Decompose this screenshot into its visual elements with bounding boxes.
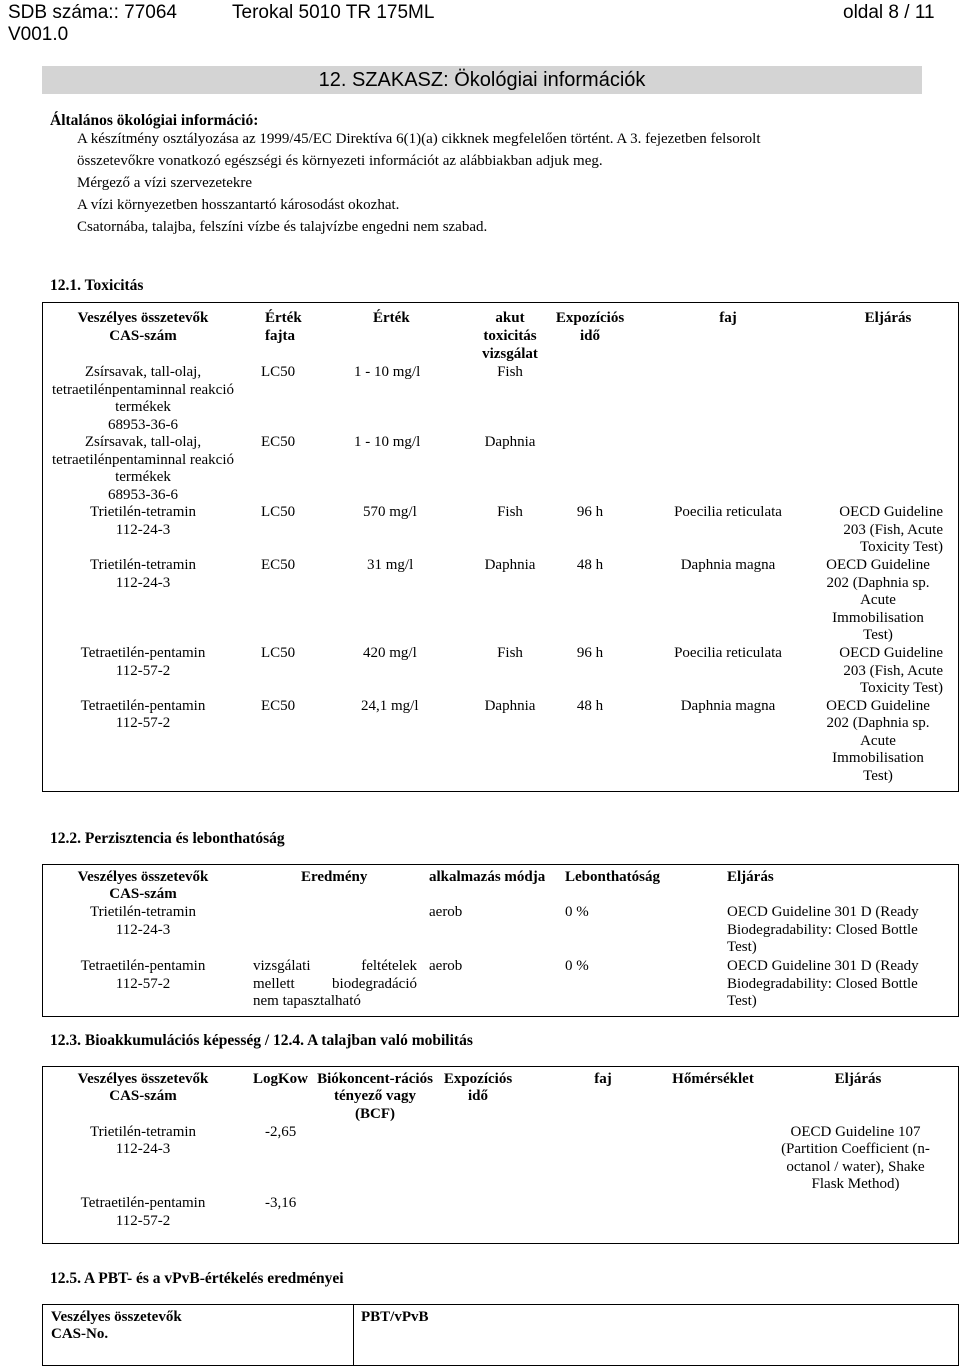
component-name: Tetraetilén-pentamin bbox=[80, 645, 206, 661]
toxicity-title: 12.1. Toxicitás bbox=[50, 277, 144, 294]
page-number: oldal 8 / 11 bbox=[843, 2, 935, 23]
general-line: Mérgező a vízi szervezetekre bbox=[77, 175, 253, 191]
col-method: Eljárás bbox=[864, 310, 912, 326]
value: 420 mg/l bbox=[363, 645, 417, 661]
method: Biodegradability: Closed Bottle bbox=[727, 922, 918, 938]
bioaccumulation-table bbox=[42, 1066, 959, 1244]
degradability: 0 % bbox=[565, 904, 589, 920]
col-exposure: Expozíciós bbox=[555, 310, 625, 326]
pbt-title: 12.5. A PBT- és a vPvB-értékelés eredményei bbox=[50, 1270, 344, 1287]
col-exposure: idő bbox=[467, 1088, 488, 1104]
col-cas: CAS-szám bbox=[109, 328, 177, 344]
col-cas: CAS-No. bbox=[51, 1326, 109, 1342]
result: mellett bbox=[253, 976, 295, 992]
method: Test) bbox=[727, 993, 757, 1009]
method: 203 (Fish, Acute bbox=[843, 663, 943, 679]
col-species: faj bbox=[719, 310, 737, 326]
method: Biodegradability: Closed Bottle bbox=[727, 976, 918, 992]
cas-number: 112-57-2 bbox=[115, 715, 171, 731]
method: OECD Guideline bbox=[839, 504, 943, 520]
cas-number: 112-57-2 bbox=[115, 976, 171, 992]
result: vizsgálati bbox=[253, 958, 311, 974]
col-temperature: Hőmérséklet bbox=[672, 1071, 754, 1087]
sdb-number: SDB száma:: 77064 bbox=[8, 2, 177, 23]
method: (Partition Coefficient (n- bbox=[781, 1141, 930, 1157]
method: Flask Method) bbox=[811, 1176, 900, 1192]
toxicity-table bbox=[42, 302, 959, 792]
col-acute: akut bbox=[495, 310, 525, 326]
component-name: Trietilén-tetramin bbox=[89, 557, 197, 573]
application: aerob bbox=[429, 958, 463, 974]
col-bcf: (BCF) bbox=[355, 1106, 395, 1122]
method: Test) bbox=[863, 627, 893, 643]
col-result: Eredmény bbox=[301, 869, 368, 885]
col-exposure: idő bbox=[579, 328, 600, 344]
method: 202 (Daphnia sp. bbox=[826, 715, 930, 731]
value-type: LC50 bbox=[261, 645, 296, 661]
value: 1 - 10 mg/l bbox=[354, 434, 421, 450]
component-name: Zsírsavak, tall-olaj, bbox=[84, 364, 202, 380]
value-type: LC50 bbox=[261, 504, 296, 520]
col-component: Veszélyes összetevők bbox=[77, 1071, 209, 1087]
col-component: Veszélyes összetevők bbox=[51, 1309, 182, 1325]
persistence-table bbox=[42, 864, 959, 1017]
value-type: EC50 bbox=[261, 698, 296, 714]
col-acute: vizsgálat bbox=[482, 346, 538, 362]
component-name: Tetraetilén-pentamin bbox=[80, 698, 206, 714]
cas-number: 112-24-3 bbox=[115, 1141, 171, 1157]
col-method: Eljárás bbox=[834, 1071, 882, 1087]
cas-number: 112-24-3 bbox=[115, 522, 171, 538]
cas-number: 112-24-3 bbox=[115, 575, 171, 591]
species: Poecilia reticulata bbox=[674, 645, 782, 661]
method: Toxicity Test) bbox=[859, 680, 943, 696]
method: Test) bbox=[727, 939, 757, 955]
test-organism: Daphnia bbox=[484, 557, 536, 573]
value-type: EC50 bbox=[261, 557, 296, 573]
general-line: A készítmény osztályozása az 1999/45/EC Direktíva 6(1)(a) cikknek megfelelően történt. A 3. fejezetben felsorolt bbox=[77, 131, 761, 147]
col-acute: toxicitás bbox=[483, 328, 537, 344]
product-name: Terokal 5010 TR 175ML bbox=[232, 2, 435, 23]
col-application: alkalmazás módja bbox=[429, 869, 546, 885]
value: 31 mg/l bbox=[367, 557, 414, 573]
version: V001.0 bbox=[8, 24, 69, 45]
method: Immobilisation bbox=[832, 610, 924, 626]
col-pbt: PBT/vPvB bbox=[361, 1309, 429, 1325]
component-name: Tetraetilén-pentamin bbox=[80, 1195, 206, 1211]
exposure-time: 48 h bbox=[576, 557, 604, 573]
result: nem tapasztalható bbox=[253, 993, 361, 1009]
section-title: 12. SZAKASZ: Ökológiai információk bbox=[42, 66, 922, 94]
bioaccumulation-title: 12.3. Bioakkumulációs képesség / 12.4. A talajban való mobilitás bbox=[50, 1032, 473, 1049]
col-value-type: fajta bbox=[265, 328, 295, 344]
value: 1 - 10 mg/l bbox=[354, 364, 421, 380]
cas-number: 68953-36-6 bbox=[108, 487, 178, 503]
col-component: Veszélyes összetevők bbox=[77, 310, 209, 326]
col-degradability: Lebonthatóság bbox=[565, 869, 661, 885]
cas-number: 112-57-2 bbox=[115, 663, 171, 679]
component-name: termékek bbox=[115, 469, 171, 485]
col-component: Veszélyes összetevők bbox=[77, 869, 209, 885]
value: 570 mg/l bbox=[363, 504, 417, 520]
col-method: Eljárás bbox=[727, 869, 774, 885]
method: Immobilisation bbox=[832, 750, 924, 766]
method: Acute bbox=[860, 733, 896, 749]
method: Toxicity Test) bbox=[859, 539, 943, 555]
col-cas: CAS-szám bbox=[109, 1088, 177, 1104]
general-line: Csatornába, talajba, felszíni vízbe és talajvízbe engedni nem szabad. bbox=[77, 219, 488, 235]
general-heading: Általános ökológiai információ: bbox=[50, 112, 259, 129]
col-cas: CAS-szám bbox=[109, 886, 177, 902]
persistence-title: 12.2. Perzisztencia és lebonthatóság bbox=[50, 830, 285, 847]
method: Acute bbox=[860, 592, 896, 608]
method: OECD Guideline bbox=[826, 557, 930, 573]
general-line: összetevőkre vonatkozó egészségi és környezeti információt az alábbiakban adjuk meg. bbox=[77, 153, 603, 169]
col-value-type: Érték bbox=[265, 310, 302, 326]
col-logkow: LogKow bbox=[253, 1071, 309, 1087]
exposure-time: 96 h bbox=[576, 645, 604, 661]
method: 202 (Daphnia sp. bbox=[826, 575, 930, 591]
col-bcf: tényező vagy bbox=[333, 1088, 417, 1104]
result: feltételek bbox=[361, 958, 417, 974]
cas-number: 112-57-2 bbox=[115, 1213, 171, 1229]
cas-number: 68953-36-6 bbox=[108, 417, 178, 433]
logkow: -2,65 bbox=[265, 1124, 297, 1140]
method: OECD Guideline bbox=[826, 698, 930, 714]
component-name: Tetraetilén-pentamin bbox=[80, 958, 206, 974]
method: Test) bbox=[863, 768, 893, 784]
method: OECD Guideline bbox=[839, 645, 943, 661]
exposure-time: 96 h bbox=[576, 504, 604, 520]
column-divider bbox=[353, 1305, 354, 1365]
component-name: Zsírsavak, tall-olaj, bbox=[84, 434, 202, 450]
pbt-table bbox=[42, 1304, 959, 1366]
component-name: Trietilén-tetramin bbox=[89, 904, 197, 920]
value: 24,1 mg/l bbox=[361, 698, 419, 714]
method: OECD Guideline 301 D (Ready bbox=[727, 958, 919, 974]
test-organism: Daphnia bbox=[484, 698, 536, 714]
col-value: Érték bbox=[373, 310, 410, 326]
col-species: faj bbox=[594, 1071, 612, 1087]
test-organism: Fish bbox=[497, 645, 523, 661]
test-organism: Fish bbox=[497, 504, 523, 520]
method: OECD Guideline 107 bbox=[790, 1124, 921, 1140]
value-type: EC50 bbox=[261, 434, 296, 450]
application: aerob bbox=[429, 904, 463, 920]
species: Poecilia reticulata bbox=[674, 504, 782, 520]
component-name: Trietilén-tetramin bbox=[89, 1124, 197, 1140]
logkow: -3,16 bbox=[265, 1195, 297, 1211]
cas-number: 112-24-3 bbox=[115, 922, 171, 938]
result: biodegradáció bbox=[332, 976, 417, 992]
test-organism: Daphnia bbox=[484, 434, 536, 450]
general-line: A vízi környezetben hosszantartó károsodást okozhat. bbox=[77, 197, 400, 213]
component-name: tetraetilénpentaminnal reakció bbox=[52, 452, 234, 468]
component-name: Trietilén-tetramin bbox=[89, 504, 197, 520]
component-name: termékek bbox=[115, 399, 171, 415]
species: Daphnia magna bbox=[680, 557, 776, 573]
degradability: 0 % bbox=[565, 958, 589, 974]
method: octanol / water), Shake bbox=[786, 1159, 925, 1175]
method: OECD Guideline 301 D (Ready bbox=[727, 904, 919, 920]
test-organism: Fish bbox=[497, 364, 523, 380]
species: Daphnia magna bbox=[680, 698, 776, 714]
component-name: tetraetilénpentaminnal reakció bbox=[52, 382, 234, 398]
col-bcf: Biókoncent-rációs bbox=[317, 1071, 433, 1087]
exposure-time: 48 h bbox=[576, 698, 604, 714]
method: 203 (Fish, Acute bbox=[843, 522, 943, 538]
col-exposure: Expozíciós bbox=[443, 1071, 513, 1087]
value-type: LC50 bbox=[261, 364, 296, 380]
